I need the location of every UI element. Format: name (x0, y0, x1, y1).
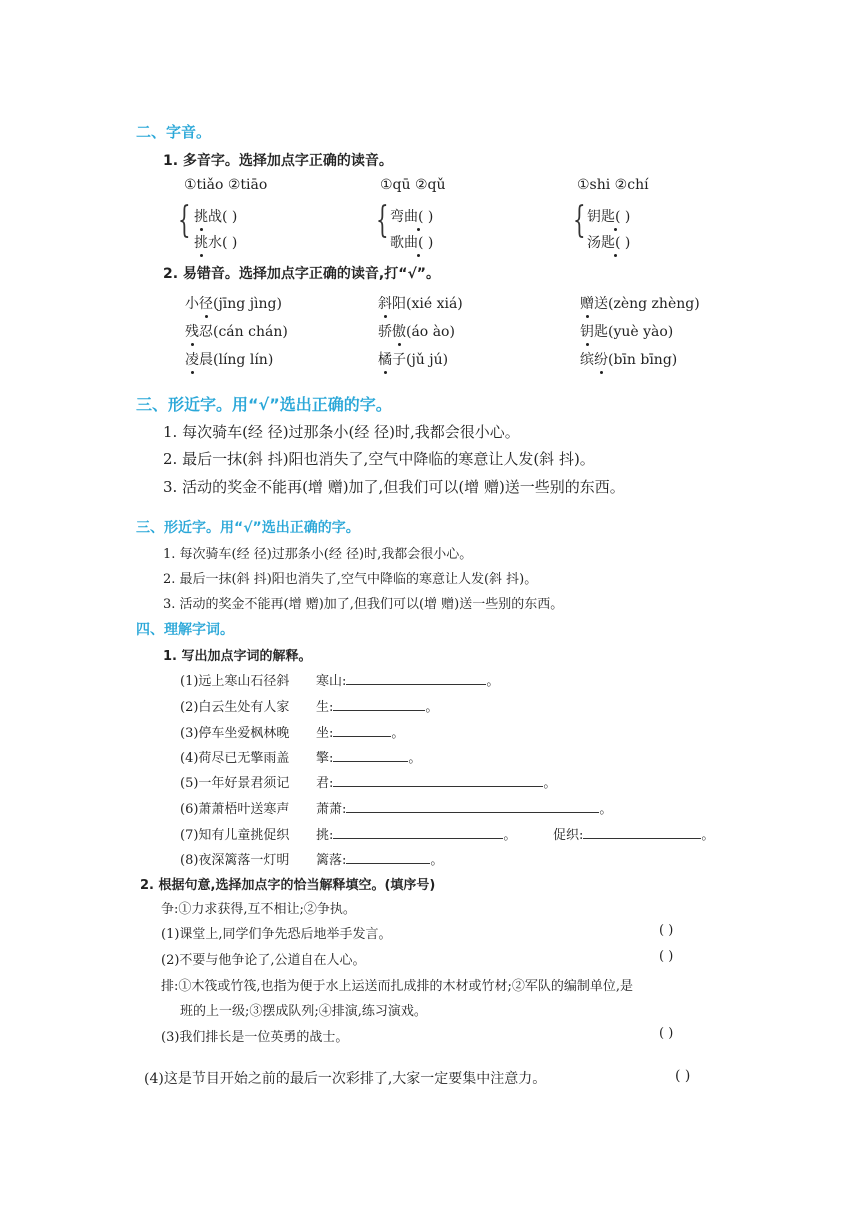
answer-field[interactable]: 挑: 。 (316, 824, 516, 843)
question-2-title: 2. 易错音。选择加点字正确的读音,打“√”。 (163, 266, 440, 282)
pai-sentence-3: (3)我们排长是一位英勇的战士。 (161, 1030, 349, 1045)
section-title-word-meaning: 四、理解字词。 (136, 622, 234, 638)
word-group-1-a: 挑战( ) (194, 206, 237, 226)
answer-paren[interactable]: ( ) (659, 923, 674, 938)
pinyin-item: 残忍(cán chán) (185, 321, 288, 341)
similar-char-item: 3. 活动的奖金不能再(增 赠)加了,但我们可以(增 赠)送一些别的东西。 (163, 597, 564, 612)
pai-definition-line-1: 排:①木筏或竹筏,也指为便于水上运送而扎成排的木材或竹材;②军队的编制单位,是 (161, 979, 634, 994)
poem-line: (5)一年好景君须记 (180, 776, 290, 791)
answer-field-2[interactable]: 促织: 。 (553, 824, 714, 843)
brace-2: { (376, 200, 389, 241)
answer-paren[interactable]: ( ) (659, 949, 674, 964)
word-group-1-b: 挑水( ) (194, 232, 237, 252)
poem-line: (1)远上寒山石径斜 (180, 674, 290, 689)
zheng-definition: 争:①力求获得,互不相让;②争执。 (161, 902, 356, 917)
answer-field[interactable]: 寒山: 。 (316, 670, 499, 689)
pai-sentence-4: (4)这是节目开始之前的最后一次彩排了,大家一定要集中注意力。 (144, 1071, 547, 1087)
question-2-title: 2. 根据句意,选择加点字的恰当解释填空。(填序号) (140, 878, 436, 893)
answer-paren[interactable]: ( ) (659, 1026, 674, 1041)
poem-line: (8)夜深篱落一灯明 (180, 853, 290, 868)
poem-line: (3)停车坐爱枫林晚 (180, 726, 290, 741)
pinyin-item: 骄傲(áo ào) (378, 321, 455, 341)
section-title-pronunciation: 二、字音。 (136, 123, 212, 141)
options-group-1: ①tiǎo ②tiāo (184, 177, 268, 193)
poem-line: (4)荷尽已无擎雨盖 (180, 751, 290, 766)
pinyin-item: 钥匙(yuè yào) (580, 321, 673, 341)
question-1-title: 1. 多音字。选择加点字正确的读音。 (163, 153, 393, 169)
brace-3: { (573, 200, 586, 241)
answer-field[interactable]: 生: 。 (316, 696, 438, 715)
zheng-sentence-2: (2)不要与他争论了,公道自在人心。 (161, 953, 366, 968)
word-group-3-b: 汤匙( ) (587, 232, 630, 252)
answer-field[interactable]: 擎: 。 (316, 747, 421, 766)
pinyin-item: 斜阳(xié xiá) (378, 293, 463, 313)
pinyin-item: 橘子(jǔ jú) (378, 349, 448, 369)
similar-char-item: 1. 每次骑车(经 径)过那条小(经 径)时,我都会很小心。 (163, 423, 520, 441)
section-title-similar-chars-repeat: 三、形近字。用“√”选出正确的字。 (136, 520, 360, 536)
similar-char-item: 2. 最后一抹(斜 抖)阳也消失了,空气中降临的寒意让人发(斜 抖)。 (163, 572, 538, 587)
answer-field[interactable]: 君: 。 (316, 772, 556, 791)
poem-line: (7)知有儿童挑促织 (180, 828, 290, 843)
word-group-2-a: 弯曲( ) (390, 206, 433, 226)
options-group-2: ①qū ②qǔ (380, 177, 446, 193)
similar-char-item: 1. 每次骑车(经 径)过那条小(经 径)时,我都会很小心。 (163, 547, 473, 562)
zheng-sentence-1: (1)课堂上,同学们争先恐后地举手发言。 (161, 927, 392, 942)
options-group-3: ①shi ②chí (577, 177, 649, 193)
pinyin-item: 凌晨(líng lín) (185, 349, 273, 369)
answer-field[interactable]: 萧萧: 。 (316, 798, 612, 817)
answer-paren[interactable]: ( ) (675, 1068, 691, 1084)
poem-line: (2)白云生处有人家 (180, 700, 290, 715)
question-1-title: 1. 写出加点字词的解释。 (163, 649, 312, 664)
pinyin-item: 缤纷(bīn bīng) (580, 349, 677, 369)
word-group-2-b: 歌曲( ) (390, 232, 433, 252)
poem-line: (6)萧萧梧叶送寒声 (180, 802, 290, 817)
section-title-similar-chars: 三、形近字。用“√”选出正确的字。 (136, 395, 392, 414)
similar-char-item: 3. 活动的奖金不能再(增 赠)加了,但我们可以(增 赠)送一些别的东西。 (163, 478, 625, 496)
pinyin-item: 小径(jīng jìng) (185, 293, 282, 313)
brace-1: { (178, 200, 191, 241)
pai-definition-line-2: 班的上一级;③摆成队列;④排演,练习演戏。 (180, 1004, 427, 1019)
word-group-3-a: 钥匙( ) (587, 206, 630, 226)
similar-char-item: 2. 最后一抹(斜 抖)阳也消失了,空气中降临的寒意让人发(斜 抖)。 (163, 450, 595, 468)
pinyin-item: 赠送(zèng zhèng) (580, 293, 700, 313)
answer-field[interactable]: 篱落: 。 (316, 849, 443, 868)
answer-field[interactable]: 坐: 。 (316, 722, 404, 741)
